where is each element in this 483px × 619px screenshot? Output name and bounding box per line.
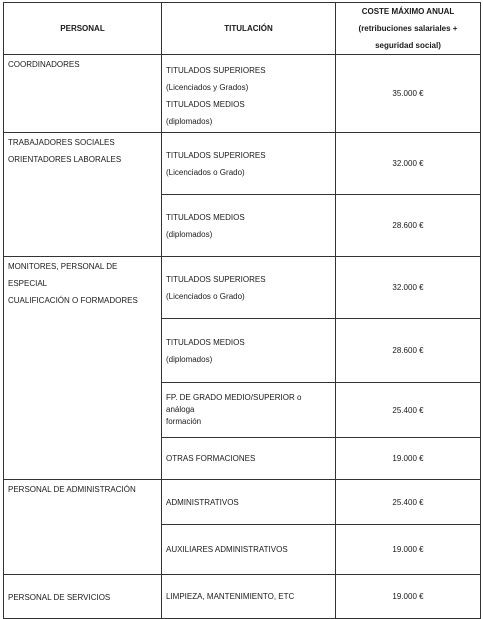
cost-cell: 25.400 € [336,383,481,438]
table-row [4,575,481,619]
table-row [4,257,481,319]
group-coordinadores [4,55,162,133]
titulacion-cell [162,438,336,480]
cost-cell: 19.000 € [336,525,481,575]
titulacion-cell [162,480,336,525]
header-coste-line2: (retribuciones salariales + [358,24,458,33]
table-row [4,133,481,195]
group-label: CUALIFICACIÓN O FORMADORES [8,296,138,305]
header-titulacion: TITULACIÓN [162,3,336,55]
header-personal: PERSONAL [4,3,162,55]
titulacion-text: LIMPIEZA, MANTENIMIENTO, ETC [166,592,295,601]
group-monitores [4,257,162,480]
header-coste-line1: COSTE MÁXIMO ANUAL [361,7,455,16]
titulacion-cell [162,525,336,575]
group-trabajadores [4,133,162,257]
titulacion-text: (Licenciados y Grados) [166,83,249,92]
cost-cell: 28.600 € [336,319,481,383]
group-label: COORDINADORES [8,60,80,69]
titulacion-cell [162,55,336,133]
cost-cell: 35.000 € [336,55,481,133]
group-label: MONITORES, PERSONAL DE ESPECIAL [8,262,118,288]
titulacion-text: ADMINISTRATIVOS [166,497,239,507]
titulacion-text: OTRAS FORMACIONES [166,454,256,463]
group-label: PERSONAL DE ADMINISTRACIÓN [8,485,136,494]
group-label: ORIENTADORES LABORALES [8,155,122,164]
titulacion-text: TITULADOS SUPERIORES [166,150,266,160]
group-label: PERSONAL DE SERVICIOS [8,592,111,602]
cost-table [3,2,481,619]
titulacion-text: (diplomados) [166,354,213,364]
cost-cell: 19.000 € [336,575,481,619]
titulacion-text: TITULADOS MEDIOS [166,212,245,222]
header-row [4,3,481,55]
group-administracion [4,480,162,575]
titulacion-text: (Licenciados o Grado) [166,167,245,177]
titulacion-cell [162,257,336,319]
titulacion-cell [162,575,336,619]
header-coste-line3: seguridad social) [375,41,441,50]
cost-cell: 19.000 € [336,438,481,480]
cost-cell: 28.600 € [336,195,481,257]
group-servicios [4,575,162,619]
titulacion-text: AUXILIARES ADMINISTRATIVOS [166,545,288,554]
titulacion-cell [162,195,336,257]
titulacion-cell [162,383,336,438]
header-coste [336,3,481,55]
titulacion-text: TITULADOS SUPERIORES [166,274,266,284]
titulacion-text: TITULADOS SUPERIORES [166,66,266,75]
titulacion-cell [162,133,336,195]
titulacion-text: FP. DE GRADO MEDIO/SUPERIOR o análoga [166,393,302,414]
titulacion-text: formación [166,417,202,426]
titulacion-text: (diplomados) [166,117,213,126]
titulacion-text: (diplomados) [166,229,213,239]
table-row [4,480,481,525]
cost-cell: 32.000 € [336,257,481,319]
titulacion-cell [162,319,336,383]
table-row [4,55,481,133]
group-label: TRABAJADORES SOCIALES [8,138,115,147]
cost-cell: 25.400 € [336,480,481,525]
cost-cell: 32.000 € [336,133,481,195]
titulacion-text: TITULADOS MEDIOS [166,100,245,109]
titulacion-text: (Licenciados o Grado) [166,291,245,301]
titulacion-text: TITULADOS MEDIOS [166,337,245,347]
